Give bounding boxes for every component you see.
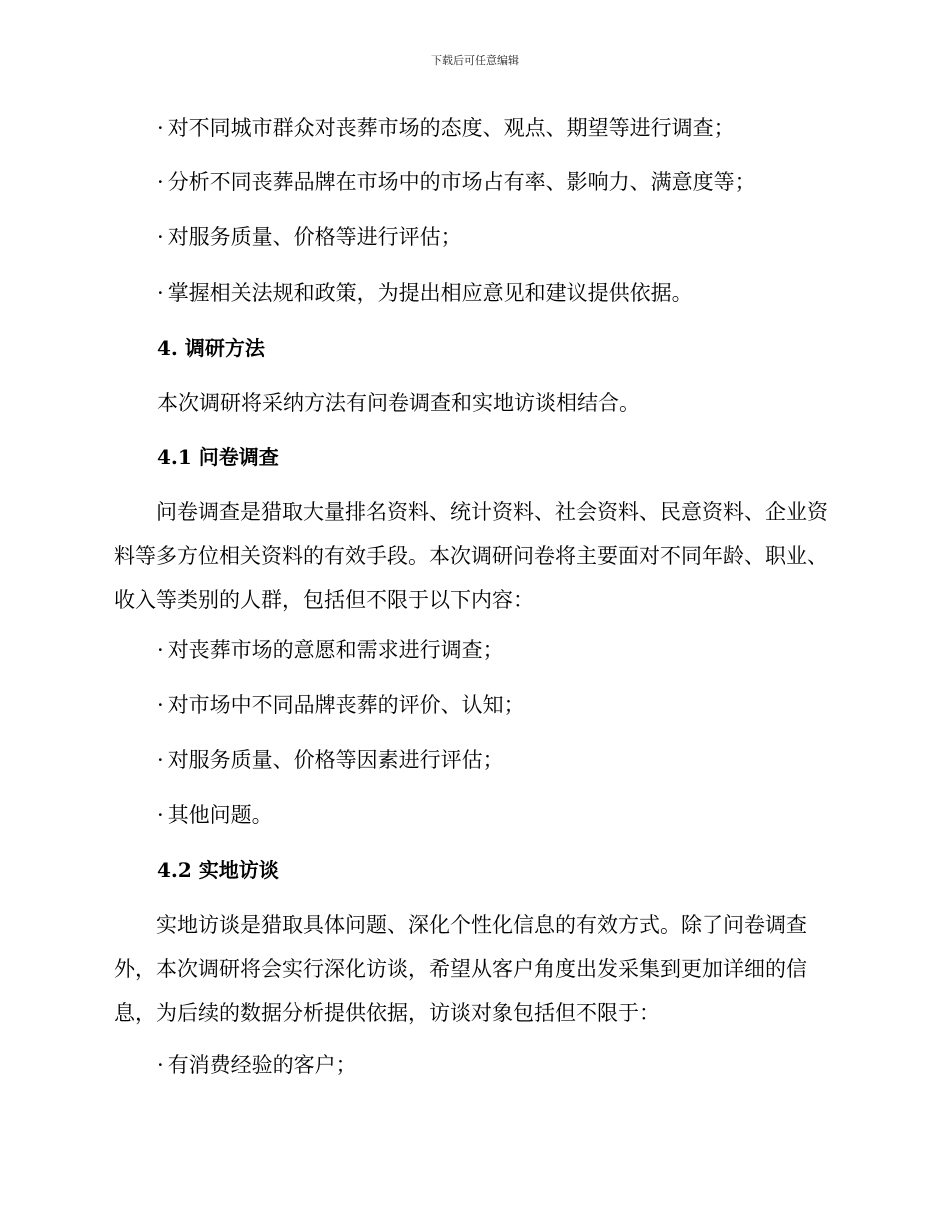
bullet-item: · 其他问题。 [157,801,273,829]
page-header: 下载后可任意编辑 [431,54,519,67]
bullet-item: · 分析不同丧葬品牌在市场中的市场占有率、影响力、满意度等； [157,168,756,196]
body-paragraph: 问卷调查是猎取大量排名资料、统计资料、社会资料、民意资料、企业资料等多方位相关资料的有效手段。本次调研问卷将主要面对不同年龄、职业、收入等类别的人群，包括但不限于以下内容： [114,500,828,612]
section-heading: 4. 调研方法 [157,336,265,360]
bullet-item: · 对不同城市群众对丧葬市场的态度、观点、期望等进行调查； [157,114,735,142]
bullet-item: · 对服务质量、价格等因素进行评估； [157,746,504,774]
bullet-item: · 对丧葬市场的意愿和需求进行调查； [157,636,504,664]
body-paragraph: 实地访谈是猎取具体问题、深化个性化信息的有效方式。除了问卷调查外，本次调研将会实行深化访谈，希望从客户角度出发采集到更加详细的信息，为后续的数据分析提供依据，访谈对象包括但不限于： [114,913,807,1025]
subsection-heading: 4.2 实地访谈 [157,858,279,882]
bullet-item: · 掌握相关法规和政策，为提出相应意见和建议提供依据。 [157,279,693,307]
section-intro: 本次调研将采纳方法有问卷调查和实地访谈相结合。 [157,391,640,415]
bullet-item: · 有消费经验的客户； [157,1051,357,1079]
subsection-heading: 4.1 问卷调查 [157,445,279,469]
bullet-item: · 对服务质量、价格等进行评估； [157,223,462,251]
bullet-item: · 对市场中不同品牌丧葬的评价、认知； [157,691,525,719]
